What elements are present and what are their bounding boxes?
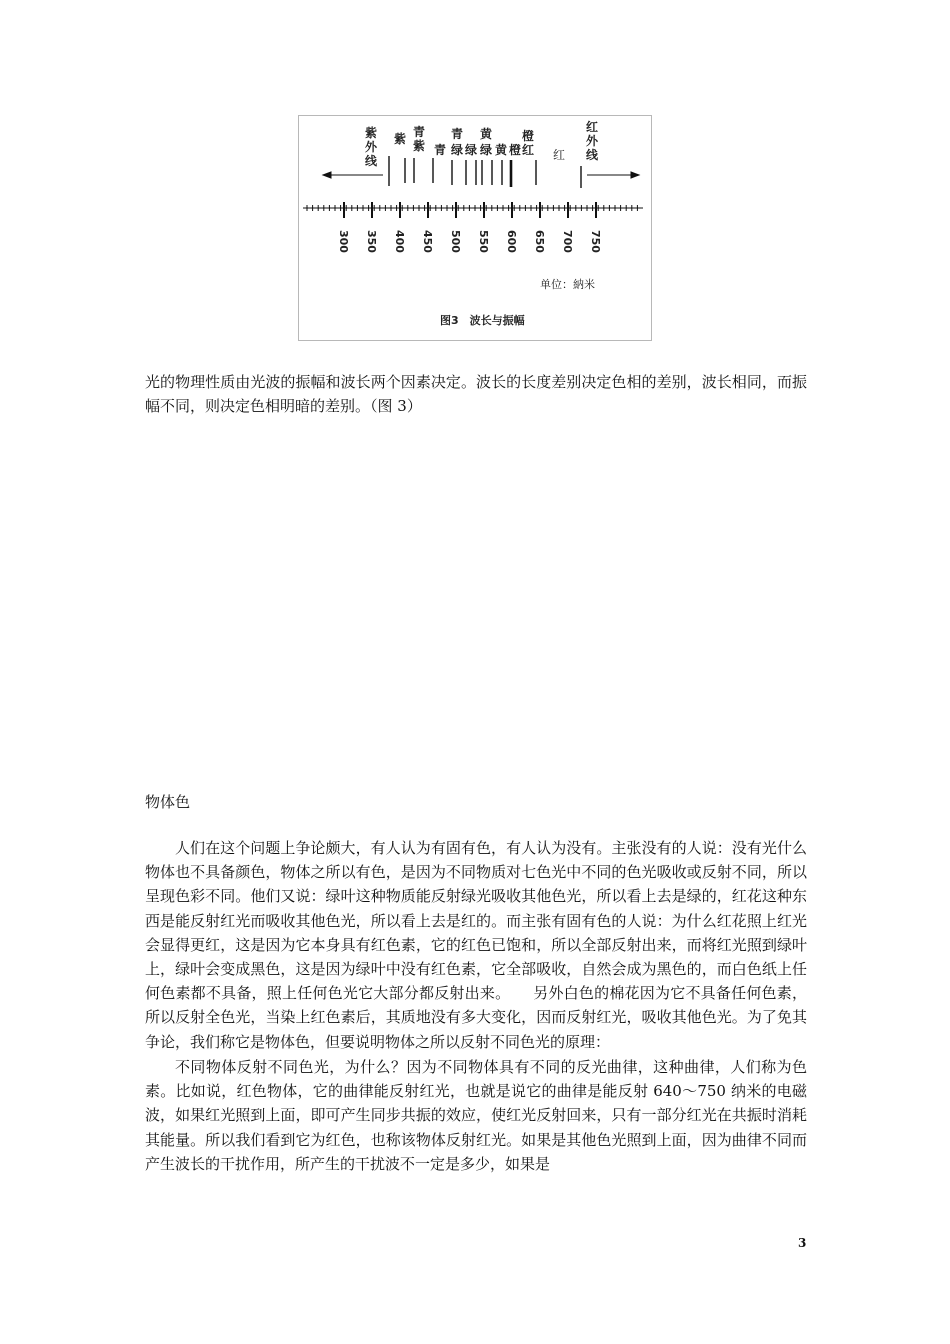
band-label-yellow-green-1: 黄	[479, 127, 493, 141]
axis-tick-label: 450	[421, 230, 434, 253]
band-label-uv-2: 外	[364, 140, 378, 154]
band-label-ir-3: 线	[585, 148, 599, 162]
axis-tick-label: 650	[533, 230, 546, 253]
axis-tick-label: 700	[561, 230, 574, 253]
band-label-red: 红	[552, 148, 566, 162]
band-label-uv-1: 紫	[364, 126, 378, 140]
paragraph-reflection-principle: 不同物体反射不同色光，为什么？因为不同物体具有不同的反光曲律，这种曲律，人们称为色素。比如说，红色物体，它的曲律能反射红光，也就是说它的曲律是能反射 640～750 纳米的电磁波，如果红光照到上面，即可产生同步共振的效应，使红光反射回来，只有一部分红光在共振时消耗其能量。所以我们看到它为红色，也称该物体反射红光。如果是其他色光照到上面，因为曲律不同而产生波长的干扰作用，所产生的干扰波不一定是多少，如果是	[145, 1058, 807, 1173]
wavelength-axis	[303, 202, 643, 253]
unit-label: 单位：納米	[540, 278, 595, 291]
page-number: 3	[798, 1236, 807, 1250]
band-label-cyan-green-1: 青	[450, 127, 464, 141]
band-label-blue-violet-2: 紫	[412, 139, 426, 153]
band-label-uv-3: 线	[364, 154, 378, 168]
band-label-cyan: 青	[433, 143, 447, 157]
paragraph-light-properties: 光的物理性质由光波的振幅和波长两个因素决定。波长的长度差别决定色相的差别，波长相同，而振幅不同，则决定色相明暗的差别。（图 3）	[145, 373, 807, 416]
axis-tick-label: 750	[589, 230, 602, 253]
axis-tick-label: 350	[365, 230, 378, 253]
range-arrows	[323, 172, 639, 178]
band-label-orange-red-1: 橙	[521, 129, 535, 143]
spectrum-diagram	[299, 116, 651, 340]
axis-tick-label: 500	[449, 230, 462, 253]
band-label-ir-2: 外	[585, 134, 599, 148]
section-heading-object-color: 物体色	[145, 793, 191, 811]
wavelength-figure	[298, 115, 652, 341]
band-label-cyan-green-2: 绿	[450, 143, 464, 157]
paragraph-object-color-debate: 人们在这个问题上争论颇大，有人认为有固有色，有人认为没有。主张没有的人说：没有光什么物体也不具备颜色，物体之所以有色，是因为不同物质对七色光中不同的色光吸收或反射不同，所以呈现色彩不同。他们又说：绿叶这种物质能反射绿光吸收其他色光，所以看上去是绿的，红花这种东西是能反射红光而吸收其他色光，所以看上去是红的。而主张有固有色的人说：为什么红花照上红光会显得更红，这是因为它本身具有红色素，它的红色已饱和，所以全部反射出来，而将红光照到绿叶上，绿叶会变成黑色，这是因为绿叶中没有红色素，它全部吸收，自然会成为黑色的，而白色纸上任何色素都不具备，照上任何色光它大部分都反射出来。 另外白色的棉花因为它不具备任何色素，所以反射全色光，当染上红色素后，其质地没有多大变化，因而反射红光，吸收其他色光。为了免其争论，我们称它是物体色，但要说明物体之所以反射不同色光的原理：	[145, 839, 807, 1051]
band-label-yellow-green-2: 绿	[479, 143, 493, 157]
band-label-green: 绿	[464, 143, 478, 157]
band-label-orange: 橙	[508, 143, 522, 157]
axis-tick-label: 400	[393, 230, 406, 253]
band-label-ir-1: 红	[585, 120, 599, 134]
band-label-blue-violet-1: 青	[412, 125, 426, 139]
axis-tick-label: 300	[337, 230, 350, 253]
band-label-orange-red-2: 红	[521, 143, 535, 157]
axis-tick-label: 550	[477, 230, 490, 253]
figure-caption: 图3 波长与振幅	[440, 314, 525, 327]
band-label-yellow: 黄	[494, 143, 508, 157]
band-label-violet: 紫	[393, 132, 407, 146]
axis-tick-label: 600	[505, 230, 518, 253]
